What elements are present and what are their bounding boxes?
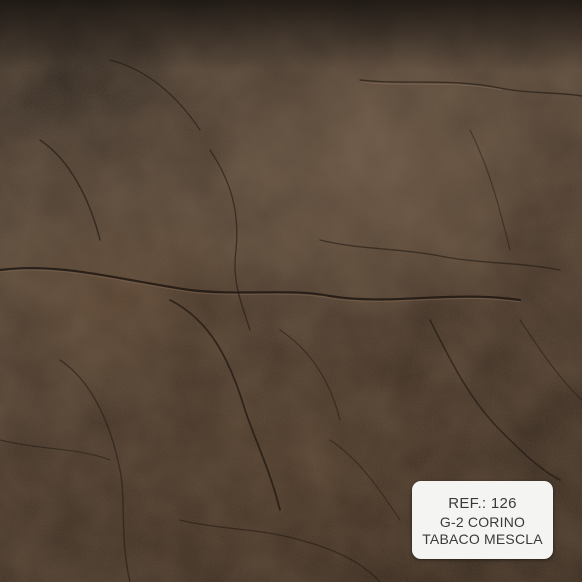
product-label xyxy=(412,481,553,559)
top-shadow xyxy=(0,0,582,70)
label-reference: REF.: 126 xyxy=(448,494,517,512)
label-product-code: G-2 CORINO xyxy=(439,513,526,530)
label-color-name: TABACO MESCLA xyxy=(422,530,543,547)
